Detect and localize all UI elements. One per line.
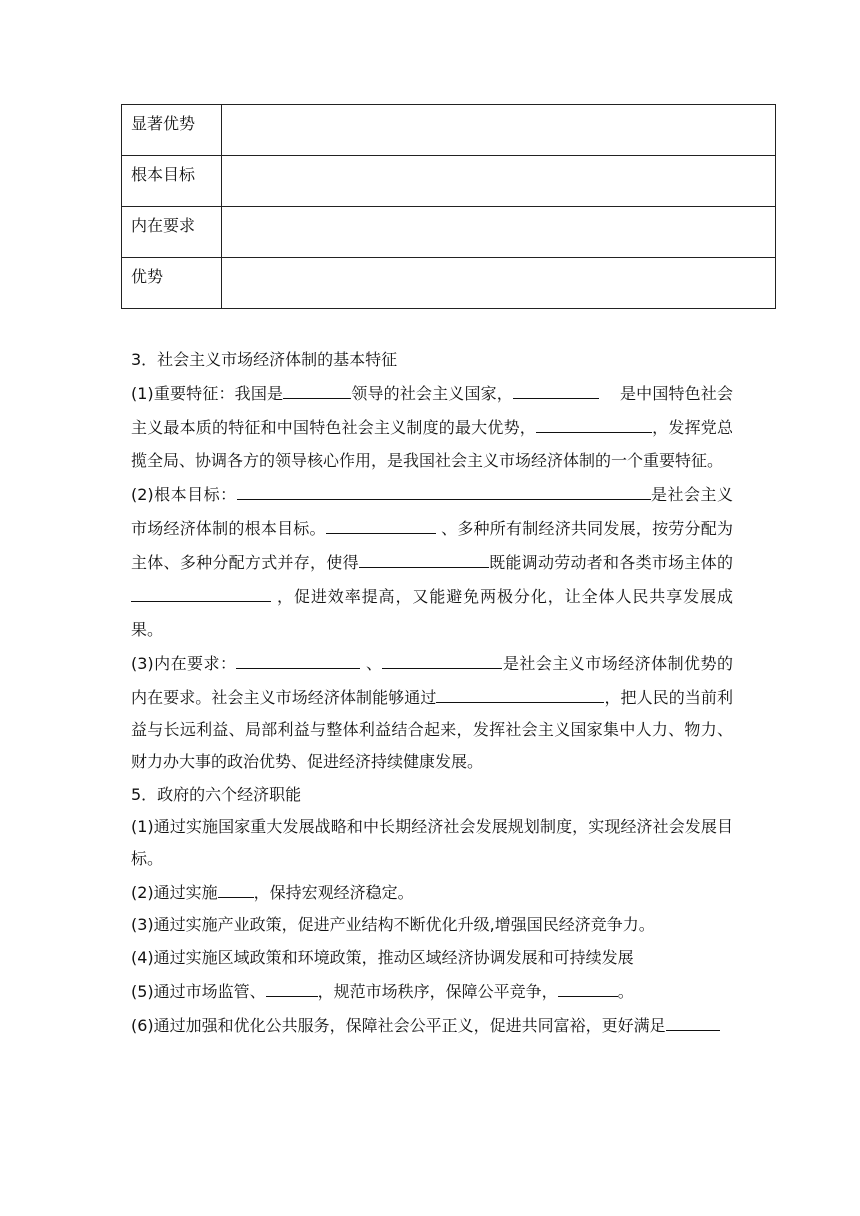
section-3-item-2: [131, 477, 733, 646]
section-5-item-4: (4)通过实施区域政策和环境政策，推动区域经济协调发展和可持续发展: [131, 947, 634, 967]
table-row: [122, 258, 776, 309]
fill-blank[interactable]: [513, 376, 599, 399]
fill-blank[interactable]: [236, 646, 360, 669]
text-run: 是社会主义市场经济体制的根本目标。: [131, 484, 733, 539]
section-5-item-5: [131, 974, 733, 1008]
text-run: 、: [366, 653, 383, 673]
table-label: 优势: [122, 258, 222, 309]
text-run: 领导的社会主义国家，: [351, 384, 513, 404]
table-label: 根本目标: [122, 156, 222, 207]
text-run: 。: [617, 981, 634, 1001]
section-5-item-2: [131, 875, 733, 909]
fill-blank[interactable]: [131, 579, 271, 602]
text-run: (5)通过市场监管、: [131, 981, 266, 1001]
fill-blank[interactable]: [536, 410, 652, 433]
text-run: ，保持宏观经济稳定。: [253, 883, 414, 903]
text-run: ，把人民的当前利益与长远利益、局部利益与整体利益结合起来，发挥社会主义国家集中人力、物力、财力办大事的政治优势、促进经济持续健康发展。: [131, 688, 733, 772]
text-run: ，促进效率提高，又能避免两极分化，让全体人民共享发展成果。: [131, 587, 733, 639]
table-label: 内在要求: [122, 207, 222, 258]
fill-blank[interactable]: [382, 646, 502, 669]
text-run: ，规范市场秩序，保障公平竞争，: [317, 981, 558, 1001]
document-body: [131, 344, 733, 1042]
fill-blank[interactable]: [218, 875, 254, 898]
table-row: [122, 207, 776, 258]
table-blank-cell[interactable]: [222, 156, 776, 207]
section-5-item-6: [131, 1008, 733, 1042]
table-blank-cell[interactable]: [222, 105, 776, 156]
fill-blank[interactable]: [666, 1008, 720, 1031]
fill-blank[interactable]: [558, 974, 618, 997]
text-run: 是社会主义市场经济体制优势的内在要求。社会主义市场经济体制能够通过: [131, 653, 733, 708]
table-label: 显著优势: [122, 105, 222, 156]
section-5-item-3: (3)通过实施产业政策，促进产业结构不断优化升级,增强国民经济竞争力。: [131, 915, 655, 935]
fill-blank[interactable]: [326, 511, 436, 534]
section-3-item-3: [131, 646, 733, 779]
table-blank-cell[interactable]: [222, 258, 776, 309]
text-run: (2)根本目标：: [131, 484, 237, 504]
fill-blank[interactable]: [359, 545, 489, 568]
summary-table: [121, 104, 776, 309]
fill-blank[interactable]: [436, 680, 604, 703]
text-run: (2)通过实施: [131, 883, 218, 903]
text-run: (3)内在要求：: [131, 653, 237, 673]
fill-blank[interactable]: [283, 376, 351, 399]
section-5-heading: 5．政府的六个经济职能: [131, 784, 302, 804]
section-5-item-1: (1)通过实施国家重大发展战略和中长期经济社会发展规划制度，实现经济社会发展目标。: [131, 816, 733, 869]
section-3-heading: 3．社会主义市场经济体制的基本特征: [131, 350, 398, 369]
text-run: (6)通过加强和优化公共服务，保障社会公平正义，促进共同富裕，更好满足: [131, 1016, 666, 1036]
text-run: 既能调动劳动者和各类市场主体的: [488, 553, 733, 573]
table-row: [122, 156, 776, 207]
table-row: [122, 105, 776, 156]
text-run: 是中国特色社会主义最本质的特征和中国特色社会主义制度的最大优势，: [131, 384, 733, 438]
fill-blank[interactable]: [237, 477, 651, 500]
text-run: (1)重要特征：我国是: [131, 384, 284, 404]
table-blank-cell[interactable]: [222, 207, 776, 258]
text-run: ，发挥党总揽全局、协调各方的领导核心作用，是我国社会主义市场经济体制的一个重要特征。: [131, 418, 733, 470]
fill-blank[interactable]: [266, 974, 318, 997]
section-3-item-1: [131, 376, 733, 477]
text-run: 、多种所有制经济共同发展，按劳分配为主体、多种分配方式并存，使得: [131, 519, 733, 573]
